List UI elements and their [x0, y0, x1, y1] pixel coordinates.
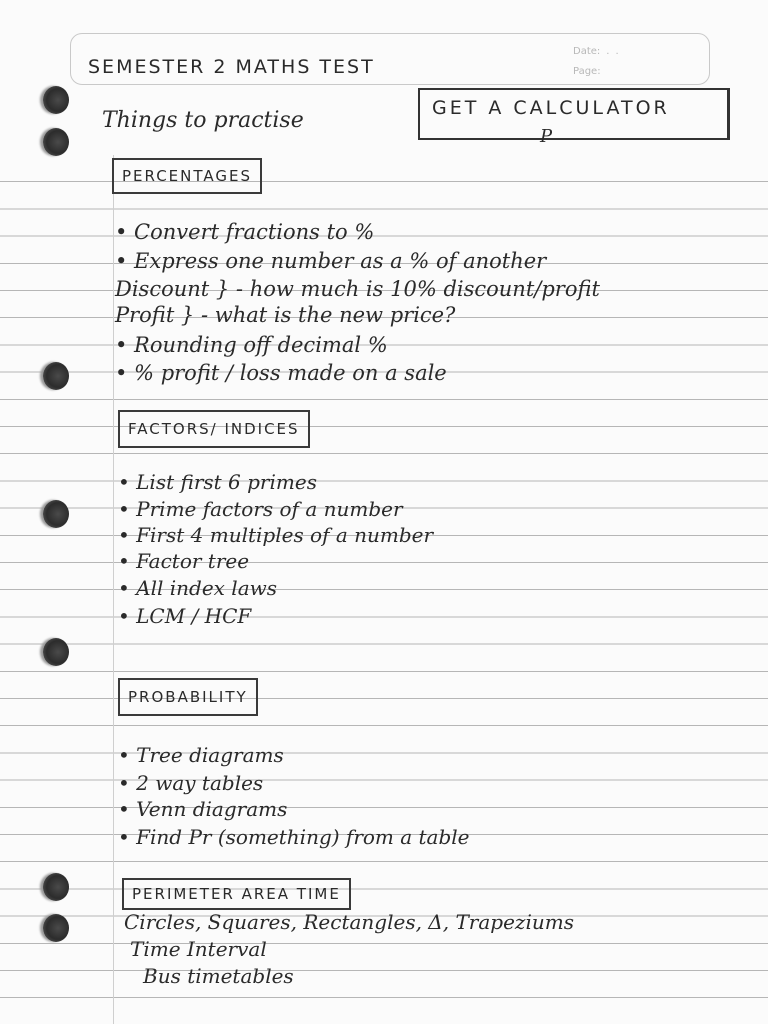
date-label: Date: ..: [573, 46, 625, 57]
punch-hole: [43, 128, 69, 156]
list-item: • Venn diagrams: [118, 797, 288, 821]
list-item: • First 4 multiples of a number: [118, 523, 434, 547]
list-item: • All index laws: [118, 576, 278, 600]
list-item: Discount } - how much is 10% discount/profit: [115, 277, 600, 301]
punch-hole: [43, 86, 69, 114]
punch-hole: [43, 500, 69, 528]
section-heading: PERIMETER AREA TIME: [122, 878, 351, 910]
list-item: • Tree diagrams: [118, 743, 284, 767]
section-heading: FACTORS/ INDICES: [118, 410, 310, 448]
list-item: • Rounding off decimal %: [115, 333, 388, 357]
list-item: • Prime factors of a number: [118, 497, 403, 521]
callout-text: GET A CALCULATOR: [432, 97, 670, 119]
list-item: • List first 6 primes: [118, 470, 317, 494]
list-item: • Express one number as a % of another: [115, 249, 547, 273]
list-item: • 2 way tables: [118, 771, 264, 795]
list-item: • Convert fractions to %: [115, 220, 375, 244]
list-item: • LCM / HCF: [118, 604, 252, 628]
list-item: • Find Pr (something) from a table: [118, 825, 470, 849]
punch-hole: [43, 638, 69, 666]
list-item: • % profit / loss made on a sale: [115, 361, 447, 385]
subtitle: Things to practise: [102, 108, 304, 133]
list-item: Time Interval: [130, 937, 267, 961]
callout-note: P: [540, 126, 553, 147]
section-heading: PROBABILITY: [118, 678, 258, 716]
page-label: Page:: [573, 66, 601, 77]
list-item: Circles, Squares, Rectangles, Δ, Trapeziums: [124, 910, 574, 934]
page-title: SEMESTER 2 MATHS TEST: [88, 56, 375, 78]
list-item: Bus timetables: [143, 964, 294, 988]
list-item: • Factor tree: [118, 549, 250, 573]
section-heading: PERCENTAGES: [112, 158, 262, 194]
punch-hole: [43, 873, 69, 901]
margin-line: [113, 155, 114, 1024]
punch-hole: [43, 362, 69, 390]
list-item: Profit } - what is the new price?: [115, 303, 456, 327]
punch-hole: [43, 914, 69, 942]
